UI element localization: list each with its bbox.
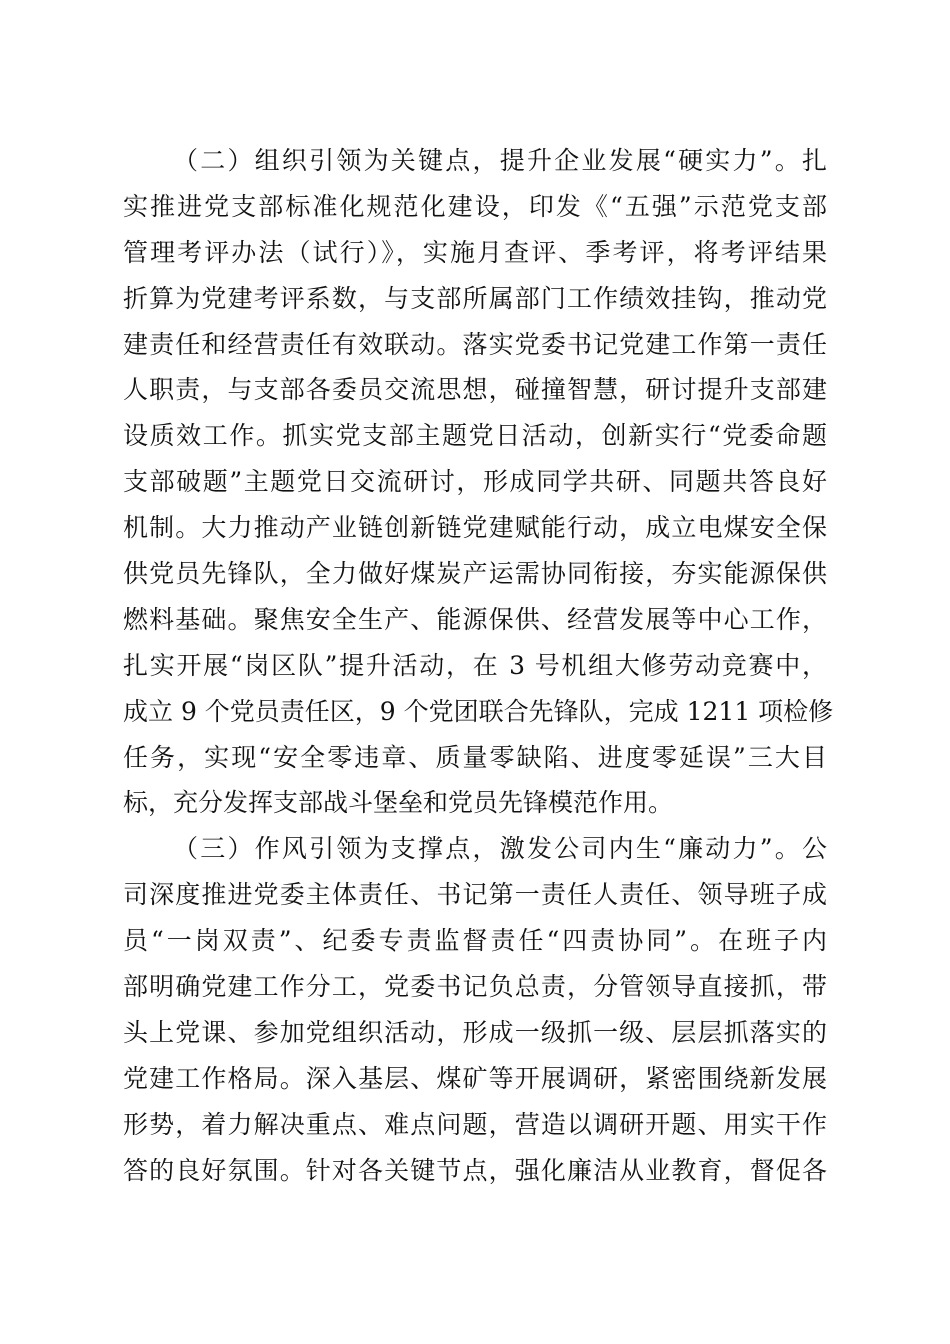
text-line: 员“一岗双责”、纪委专责监督责任“四责协同”。在班子内 — [123, 926, 827, 956]
text-line: 任务，实现“安全零违章、质量零缺陷、进度零延误”三大目 — [123, 742, 827, 772]
text-line: 支部破题”主题党日交流研讨，形成同学共研、同题共答良好 — [123, 467, 827, 497]
text-line: 成立 9 个党员责任区，9 个党团联合先锋队，完成 1211 项检修 — [123, 696, 834, 726]
document-body — [123, 138, 834, 1193]
text-line: 部明确党建工作分工，党委书记负总责，分管领导直接抓，带 — [123, 972, 827, 1002]
text-line: 司深度推进党委主体责任、书记第一责任人责任、领导班子成 — [123, 880, 827, 910]
text-line: 人职责，与支部各委员交流思想，碰撞智慧，研讨提升支部建 — [123, 375, 827, 405]
text-line: 标，充分发挥支部战斗堡垒和党员先锋模范作用。 — [123, 788, 674, 818]
text-line: 管理考评办法（试行）》，实施月查评、季考评，将考评结果 — [123, 237, 827, 267]
text-line: 设质效工作。抓实党支部主题党日活动，创新实行“党委命题 — [123, 421, 827, 451]
text-line: 头上党课、参加党组织活动，形成一级抓一级、层层抓落实的 — [123, 1017, 827, 1047]
text-line: 建责任和经营责任有效联动。落实党委书记党建工作第一责任 — [123, 329, 827, 359]
text-line: 形势，着力解决重点、难点问题，营造以调研开题、用实干作 — [123, 1109, 827, 1139]
text-line: 供党员先锋队，全力做好煤炭产运需协同衔接，夯实能源保供 — [123, 559, 827, 589]
text-line: 扎实开展“岗区队”提升活动，在 3 号机组大修劳动竞赛中， — [123, 650, 827, 680]
text-line: 党建工作格局。深入基层、煤矿等开展调研，紧密围绕新发展 — [123, 1063, 827, 1093]
text-line: 折算为党建考评系数，与支部所属部门工作绩效挂钩，推动党 — [123, 283, 827, 313]
text-line: 机制。大力推动产业链创新链党建赋能行动，成立电煤安全保 — [123, 513, 827, 543]
text-line: 燃料基础。聚焦安全生产、能源保供、经营发展等中心工作， — [123, 604, 827, 634]
text-line: 实推进党支部标准化规范化建设，印发《“五强”示范党支部 — [123, 191, 827, 221]
paragraph-section-two — [123, 138, 834, 826]
paragraph-section-three — [123, 826, 827, 1193]
text-line: 答的良好氛围。针对各关键节点，强化廉洁从业教育，督促各 — [123, 1155, 827, 1185]
text-line: （三）作风引领为支撑点，激发公司内生“廉动力”。公 — [173, 834, 827, 864]
text-line: （二）组织引领为关键点，提升企业发展“硬实力”。扎 — [173, 146, 827, 175]
